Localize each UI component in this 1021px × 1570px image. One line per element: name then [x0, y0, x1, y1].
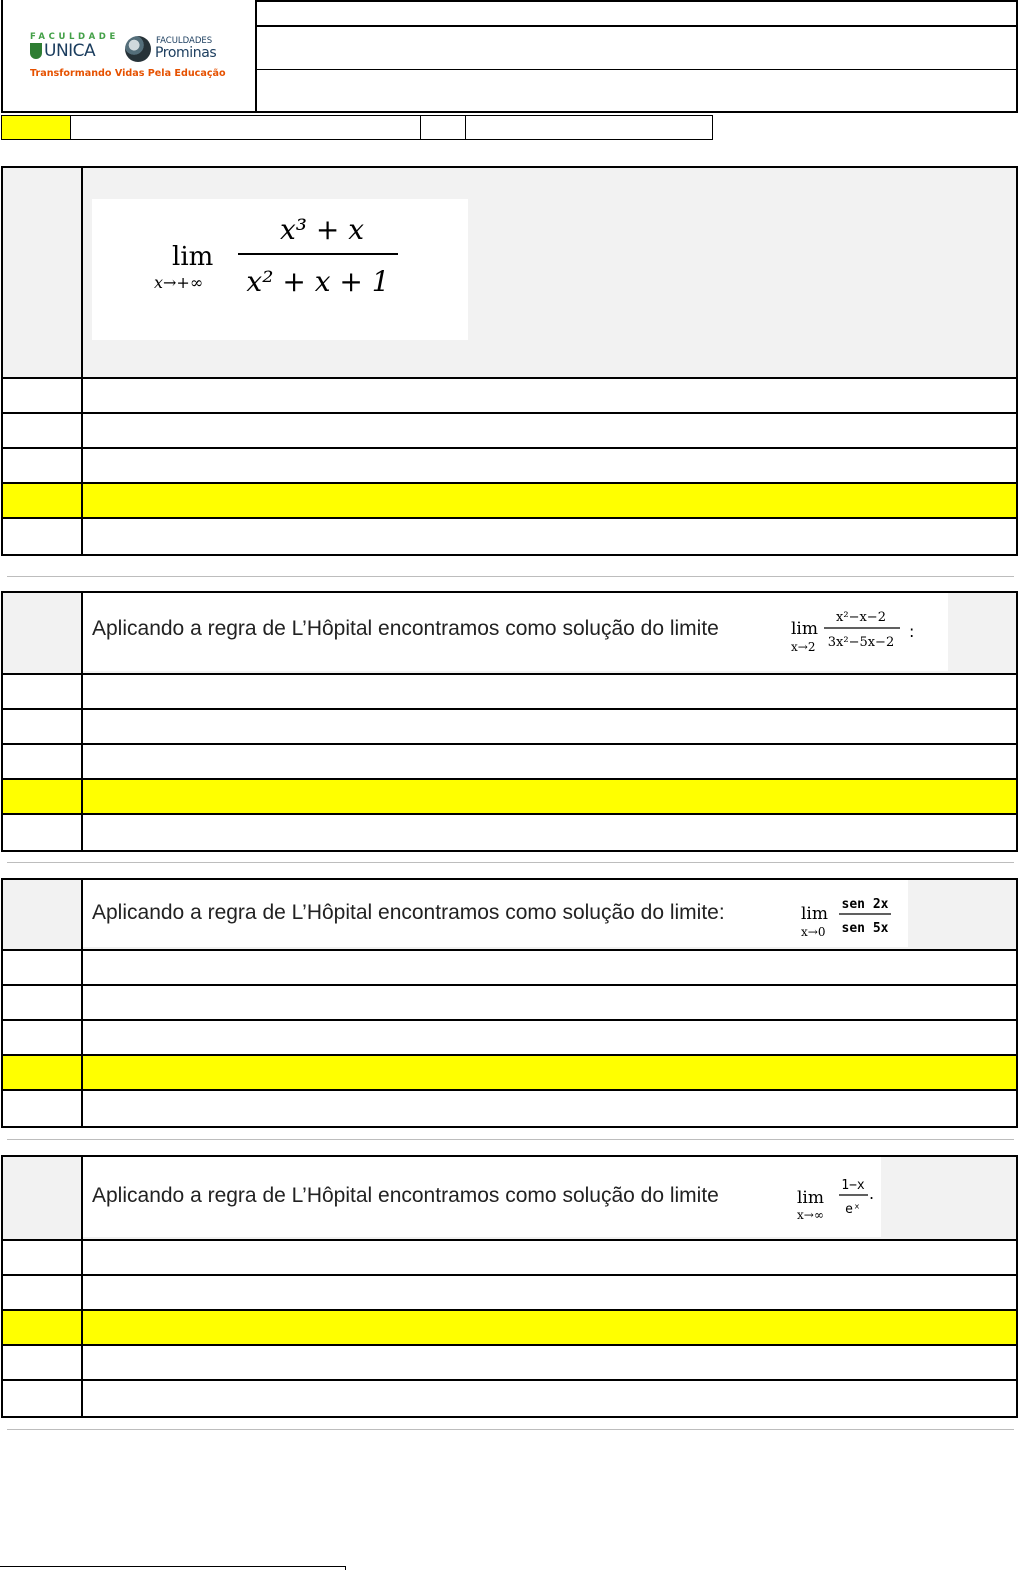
option-text	[83, 379, 1016, 412]
question-header	[3, 168, 1016, 379]
statement-text: Aplicando a regra de L’Hôpital encontramos como solução do limite:	[92, 901, 725, 924]
info-cell-value	[465, 115, 713, 140]
footer-line	[0, 1566, 345, 1567]
formula-image	[92, 199, 468, 340]
numerator: x²−x−2	[836, 610, 886, 625]
option-letter	[3, 484, 83, 517]
institution-logo	[30, 32, 240, 87]
info-cell-name	[70, 115, 421, 140]
header-field-2	[257, 27, 1016, 70]
option-text	[83, 519, 1016, 554]
statement-text: Aplicando a regra de L’Hôpital encontramos como solução do limite	[92, 617, 719, 640]
logo-tagline: Transformando Vidas Pela Educação	[30, 68, 226, 79]
option-b[interactable]	[3, 1276, 1016, 1311]
option-text	[83, 1311, 1016, 1344]
option-letter	[3, 519, 83, 554]
option-a[interactable]	[3, 379, 1016, 414]
question-header	[3, 880, 1016, 951]
numerator: sen 2x	[841, 897, 889, 912]
option-letter	[3, 1381, 83, 1416]
limit-formula	[92, 199, 468, 340]
lim-subscript: x→+∞	[154, 273, 204, 292]
option-text	[83, 745, 1016, 778]
question-1	[1, 166, 1018, 556]
logo-u-icon	[30, 43, 42, 59]
option-c-correct[interactable]	[3, 1311, 1016, 1346]
option-e[interactable]	[3, 519, 1016, 554]
option-letter	[3, 379, 83, 412]
lim-subscript: x→2	[791, 640, 816, 654]
question-separator	[7, 862, 1014, 863]
lim-subscript: x→∞	[797, 1208, 824, 1222]
question-number-cell	[3, 168, 83, 377]
option-text	[83, 484, 1016, 517]
option-text	[83, 1056, 1016, 1089]
option-c[interactable]	[3, 745, 1016, 780]
option-text	[83, 414, 1016, 447]
option-a[interactable]	[3, 951, 1016, 986]
lim-text: lim	[172, 242, 214, 272]
option-e[interactable]	[3, 1381, 1016, 1416]
limit-formula	[789, 607, 929, 659]
option-letter	[3, 1056, 83, 1089]
question-2	[1, 591, 1018, 852]
option-text	[83, 815, 1016, 850]
question-statement	[83, 1157, 1016, 1239]
option-letter	[3, 1091, 83, 1126]
option-text	[83, 1346, 1016, 1379]
question-3	[1, 878, 1018, 1128]
statement-text: Aplicando a regra de L’Hôpital encontramos como solução do limite	[92, 1184, 719, 1207]
option-letter	[3, 449, 83, 482]
option-b[interactable]	[3, 986, 1016, 1021]
logo-faculdade-text: FACULDADE	[30, 32, 119, 42]
option-b[interactable]	[3, 710, 1016, 745]
option-letter	[3, 780, 83, 813]
question-header	[3, 1157, 1016, 1241]
option-d-correct[interactable]	[3, 1056, 1016, 1091]
option-d-correct[interactable]	[3, 484, 1016, 519]
question-statement	[83, 168, 1016, 377]
option-text	[83, 1241, 1016, 1274]
logo-prominas-text: Prominas	[155, 45, 217, 61]
option-letter	[3, 710, 83, 743]
numerator: 1−x	[841, 1178, 865, 1193]
logo-unica-text: UNICA	[44, 41, 96, 61]
question-number-cell	[3, 593, 83, 673]
option-letter	[3, 1021, 83, 1054]
option-text	[83, 986, 1016, 1019]
question-number-cell	[3, 880, 83, 949]
header-field-3	[257, 70, 1016, 111]
logo-faculdades-text: FACULDADES	[156, 36, 213, 46]
denominator: sen 5x	[841, 921, 889, 936]
statement-image	[83, 1157, 881, 1237]
lim-text: lim	[791, 619, 818, 639]
option-text	[83, 951, 1016, 984]
option-e[interactable]	[3, 1091, 1016, 1126]
globe-icon	[125, 36, 151, 62]
option-d[interactable]	[3, 1346, 1016, 1381]
option-text	[83, 449, 1016, 482]
question-4	[1, 1155, 1018, 1418]
option-letter	[3, 1311, 83, 1344]
formula-punctuation: :	[909, 622, 915, 641]
option-e[interactable]	[3, 815, 1016, 850]
option-b[interactable]	[3, 414, 1016, 449]
question-separator	[7, 1139, 1014, 1140]
option-c[interactable]	[3, 1021, 1016, 1056]
option-letter	[3, 815, 83, 850]
option-text	[83, 710, 1016, 743]
lim-text: lim	[797, 1188, 824, 1208]
statement-image	[83, 593, 948, 671]
option-letter	[3, 414, 83, 447]
question-separator	[7, 1429, 1014, 1430]
denominator: x² + x + 1	[246, 265, 390, 298]
option-letter	[3, 1241, 83, 1274]
option-text	[83, 1021, 1016, 1054]
option-letter	[3, 745, 83, 778]
question-separator	[7, 576, 1014, 577]
header-field-1	[257, 0, 1016, 27]
lim-subscript: x→0	[801, 925, 826, 939]
limit-formula	[795, 1171, 879, 1225]
option-letter	[3, 951, 83, 984]
limit-formula	[799, 892, 899, 942]
question-statement	[83, 880, 1016, 949]
info-cell-label	[420, 115, 466, 140]
option-d-correct[interactable]	[3, 780, 1016, 815]
formula-punctuation: .	[869, 1184, 875, 1203]
option-text	[83, 1381, 1016, 1416]
statement-image	[83, 880, 908, 947]
option-text	[83, 780, 1016, 813]
option-c[interactable]	[3, 449, 1016, 484]
option-text	[83, 1091, 1016, 1126]
option-letter	[3, 1346, 83, 1379]
denominator: 3x²−5x−2	[827, 635, 895, 650]
lim-text: lim	[801, 904, 828, 924]
question-header	[3, 593, 1016, 675]
question-number-cell	[3, 1157, 83, 1239]
numerator: x³ + x	[279, 213, 365, 246]
footer-tick	[345, 1566, 346, 1570]
option-letter	[3, 1276, 83, 1309]
info-cell-highlight	[1, 115, 71, 140]
option-a[interactable]	[3, 1241, 1016, 1276]
option-a[interactable]	[3, 675, 1016, 710]
option-letter	[3, 675, 83, 708]
option-text	[83, 675, 1016, 708]
option-text	[83, 1276, 1016, 1309]
question-statement	[83, 593, 1016, 673]
option-letter	[3, 986, 83, 1019]
denominator: eˣ	[845, 1202, 861, 1217]
